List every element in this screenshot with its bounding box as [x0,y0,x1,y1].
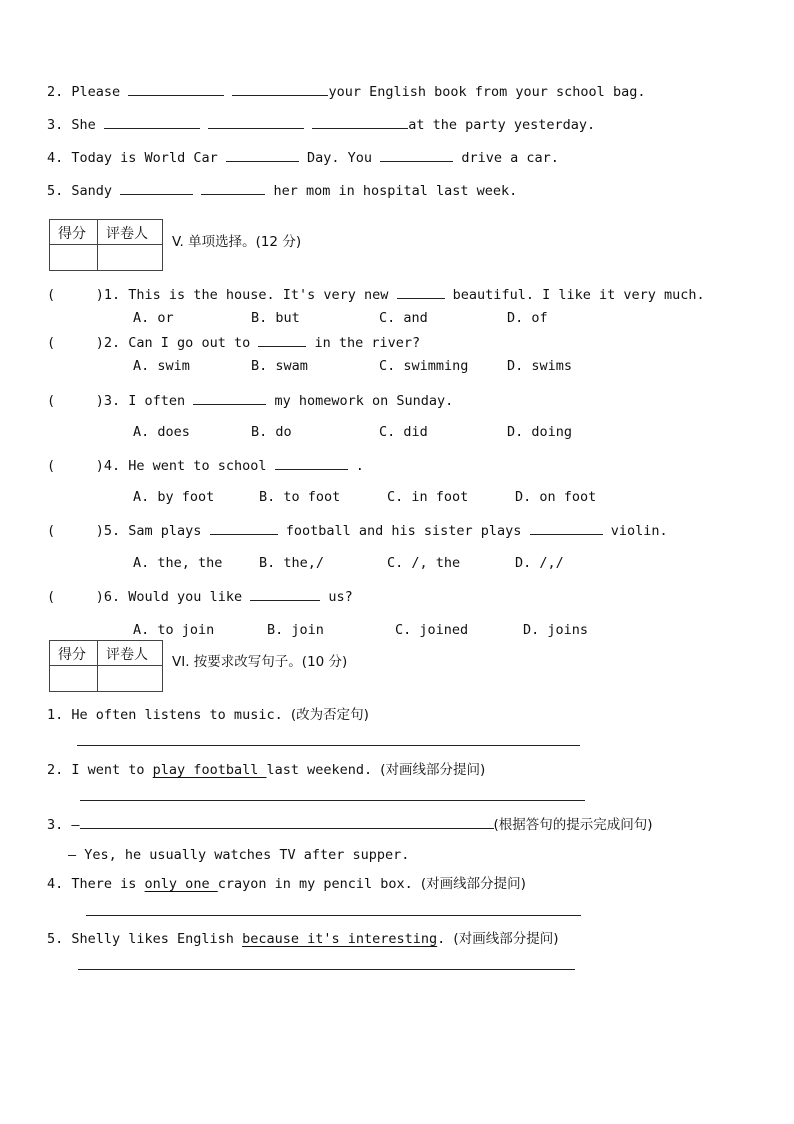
mc-options-1 [133,310,548,326]
mc-question-5: ( )5. Sam plays football and his sister plays violin. [47,523,668,539]
answer-blank[interactable] [120,182,193,195]
score-input-cell[interactable] [50,666,98,691]
mc-options-5 [133,555,564,571]
answer-line[interactable] [77,745,580,746]
rewrite-question-5: 5. Shelly likes English because it's interesting. (对画线部分提问) [47,931,559,947]
answer-blank[interactable] [380,149,453,162]
answer-line[interactable] [78,969,575,970]
underlined-phrase: play football [152,762,267,778]
mc-question-1: ( )1. This is the house. It's very new beautiful. I like it very much. [47,287,705,303]
answer-blank[interactable] [258,334,306,347]
grader-cell: 评卷人 [98,220,162,245]
option-b[interactable]: B. swam [251,358,308,374]
option-d[interactable]: D. /,/ [515,555,564,571]
option-d[interactable]: D. on foot [515,489,597,505]
option-d[interactable]: D. doing [507,424,573,440]
answer-blank[interactable] [201,182,265,195]
score-input-cell[interactable] [50,245,98,270]
answer-blank[interactable] [312,116,408,129]
answer-blank[interactable] [226,149,299,162]
answer-blank[interactable] [275,457,348,470]
mc-question-3: ( )3. I often my homework on Sunday. [47,393,454,409]
option-c[interactable]: C. swimming [379,358,469,374]
mc-question-6: ( )6. Would you like us? [47,589,353,605]
grader-input-cell[interactable] [98,666,162,691]
option-d[interactable]: D. joins [523,622,589,638]
option-a[interactable]: A. by foot [133,489,215,505]
rewrite-question-4: 4. There is only one crayon in my pencil box. (对画线部分提问) [47,876,526,892]
option-b[interactable]: B. do [251,424,292,440]
mc-options-6 [133,622,588,638]
fill-question-3: 3. She at the party yesterday. [47,117,596,133]
section-6-title: VI. 按要求改写句子。(10 分) [172,654,348,670]
mc-options-4 [133,489,596,505]
grader-cell: 评卷人 [98,641,162,666]
underlined-phrase: only one [144,876,218,892]
mc-question-4: ( )4. He went to school . [47,458,364,474]
option-a[interactable]: A. the, the [133,555,223,571]
option-b[interactable]: B. join [267,622,324,638]
rewrite-question-1: 1. He often listens to music. (改为否定句) [47,707,369,723]
option-a[interactable]: A. to join [133,622,215,638]
answer-line[interactable] [80,800,585,801]
score-box [49,219,163,271]
mc-question-2: ( )2. Can I go out to in the river? [47,335,421,351]
rewrite-question-3: 3. — (根据答句的提示完成问句) [47,817,653,833]
answer-blank[interactable] [397,286,445,299]
rewrite-answer-3: — Yes, he usually watches TV after supper. [68,847,410,863]
option-b[interactable]: B. the,/ [259,555,325,571]
answer-blank[interactable] [232,83,328,96]
answer-blank[interactable] [104,116,200,129]
answer-blank[interactable] [210,522,278,535]
score-cell: 得分 [50,220,98,245]
option-c[interactable]: C. in foot [387,489,469,505]
answer-blank[interactable] [128,83,224,96]
option-c[interactable]: C. and [379,310,428,326]
section-5-title: V. 单项选择。(12 分) [172,234,302,250]
option-d[interactable]: D. swims [507,358,573,374]
option-c[interactable]: C. joined [395,622,469,638]
option-a[interactable]: A. does [133,424,190,440]
fill-question-4: 4. Today is World Car Day. You drive a car. [47,150,559,166]
mc-options-3 [133,424,572,440]
answer-line[interactable] [86,915,581,916]
option-d[interactable]: D. of [507,310,548,326]
rewrite-question-2: 2. I went to play football last weekend. (对画线部分提问) [47,762,486,778]
answer-blank[interactable] [208,116,304,129]
fill-question-5: 5. Sandy her mom in hospital last week. [47,183,518,199]
option-a[interactable]: A. or [133,310,174,326]
option-c[interactable]: C. did [379,424,428,440]
answer-blank[interactable] [193,392,266,405]
answer-blank[interactable] [530,522,603,535]
option-c[interactable]: C. /, the [387,555,461,571]
option-b[interactable]: B. but [251,310,300,326]
option-a[interactable]: A. swim [133,358,190,374]
grader-input-cell[interactable] [98,245,162,270]
mc-options-2 [133,358,572,374]
fill-question-2: 2. Please your English book from your school bag. [47,84,646,100]
option-b[interactable]: B. to foot [259,489,341,505]
answer-blank[interactable] [80,816,494,829]
score-cell: 得分 [50,641,98,666]
answer-blank[interactable] [250,588,320,601]
score-box [49,640,163,692]
underlined-phrase: because it's interesting [242,931,438,947]
